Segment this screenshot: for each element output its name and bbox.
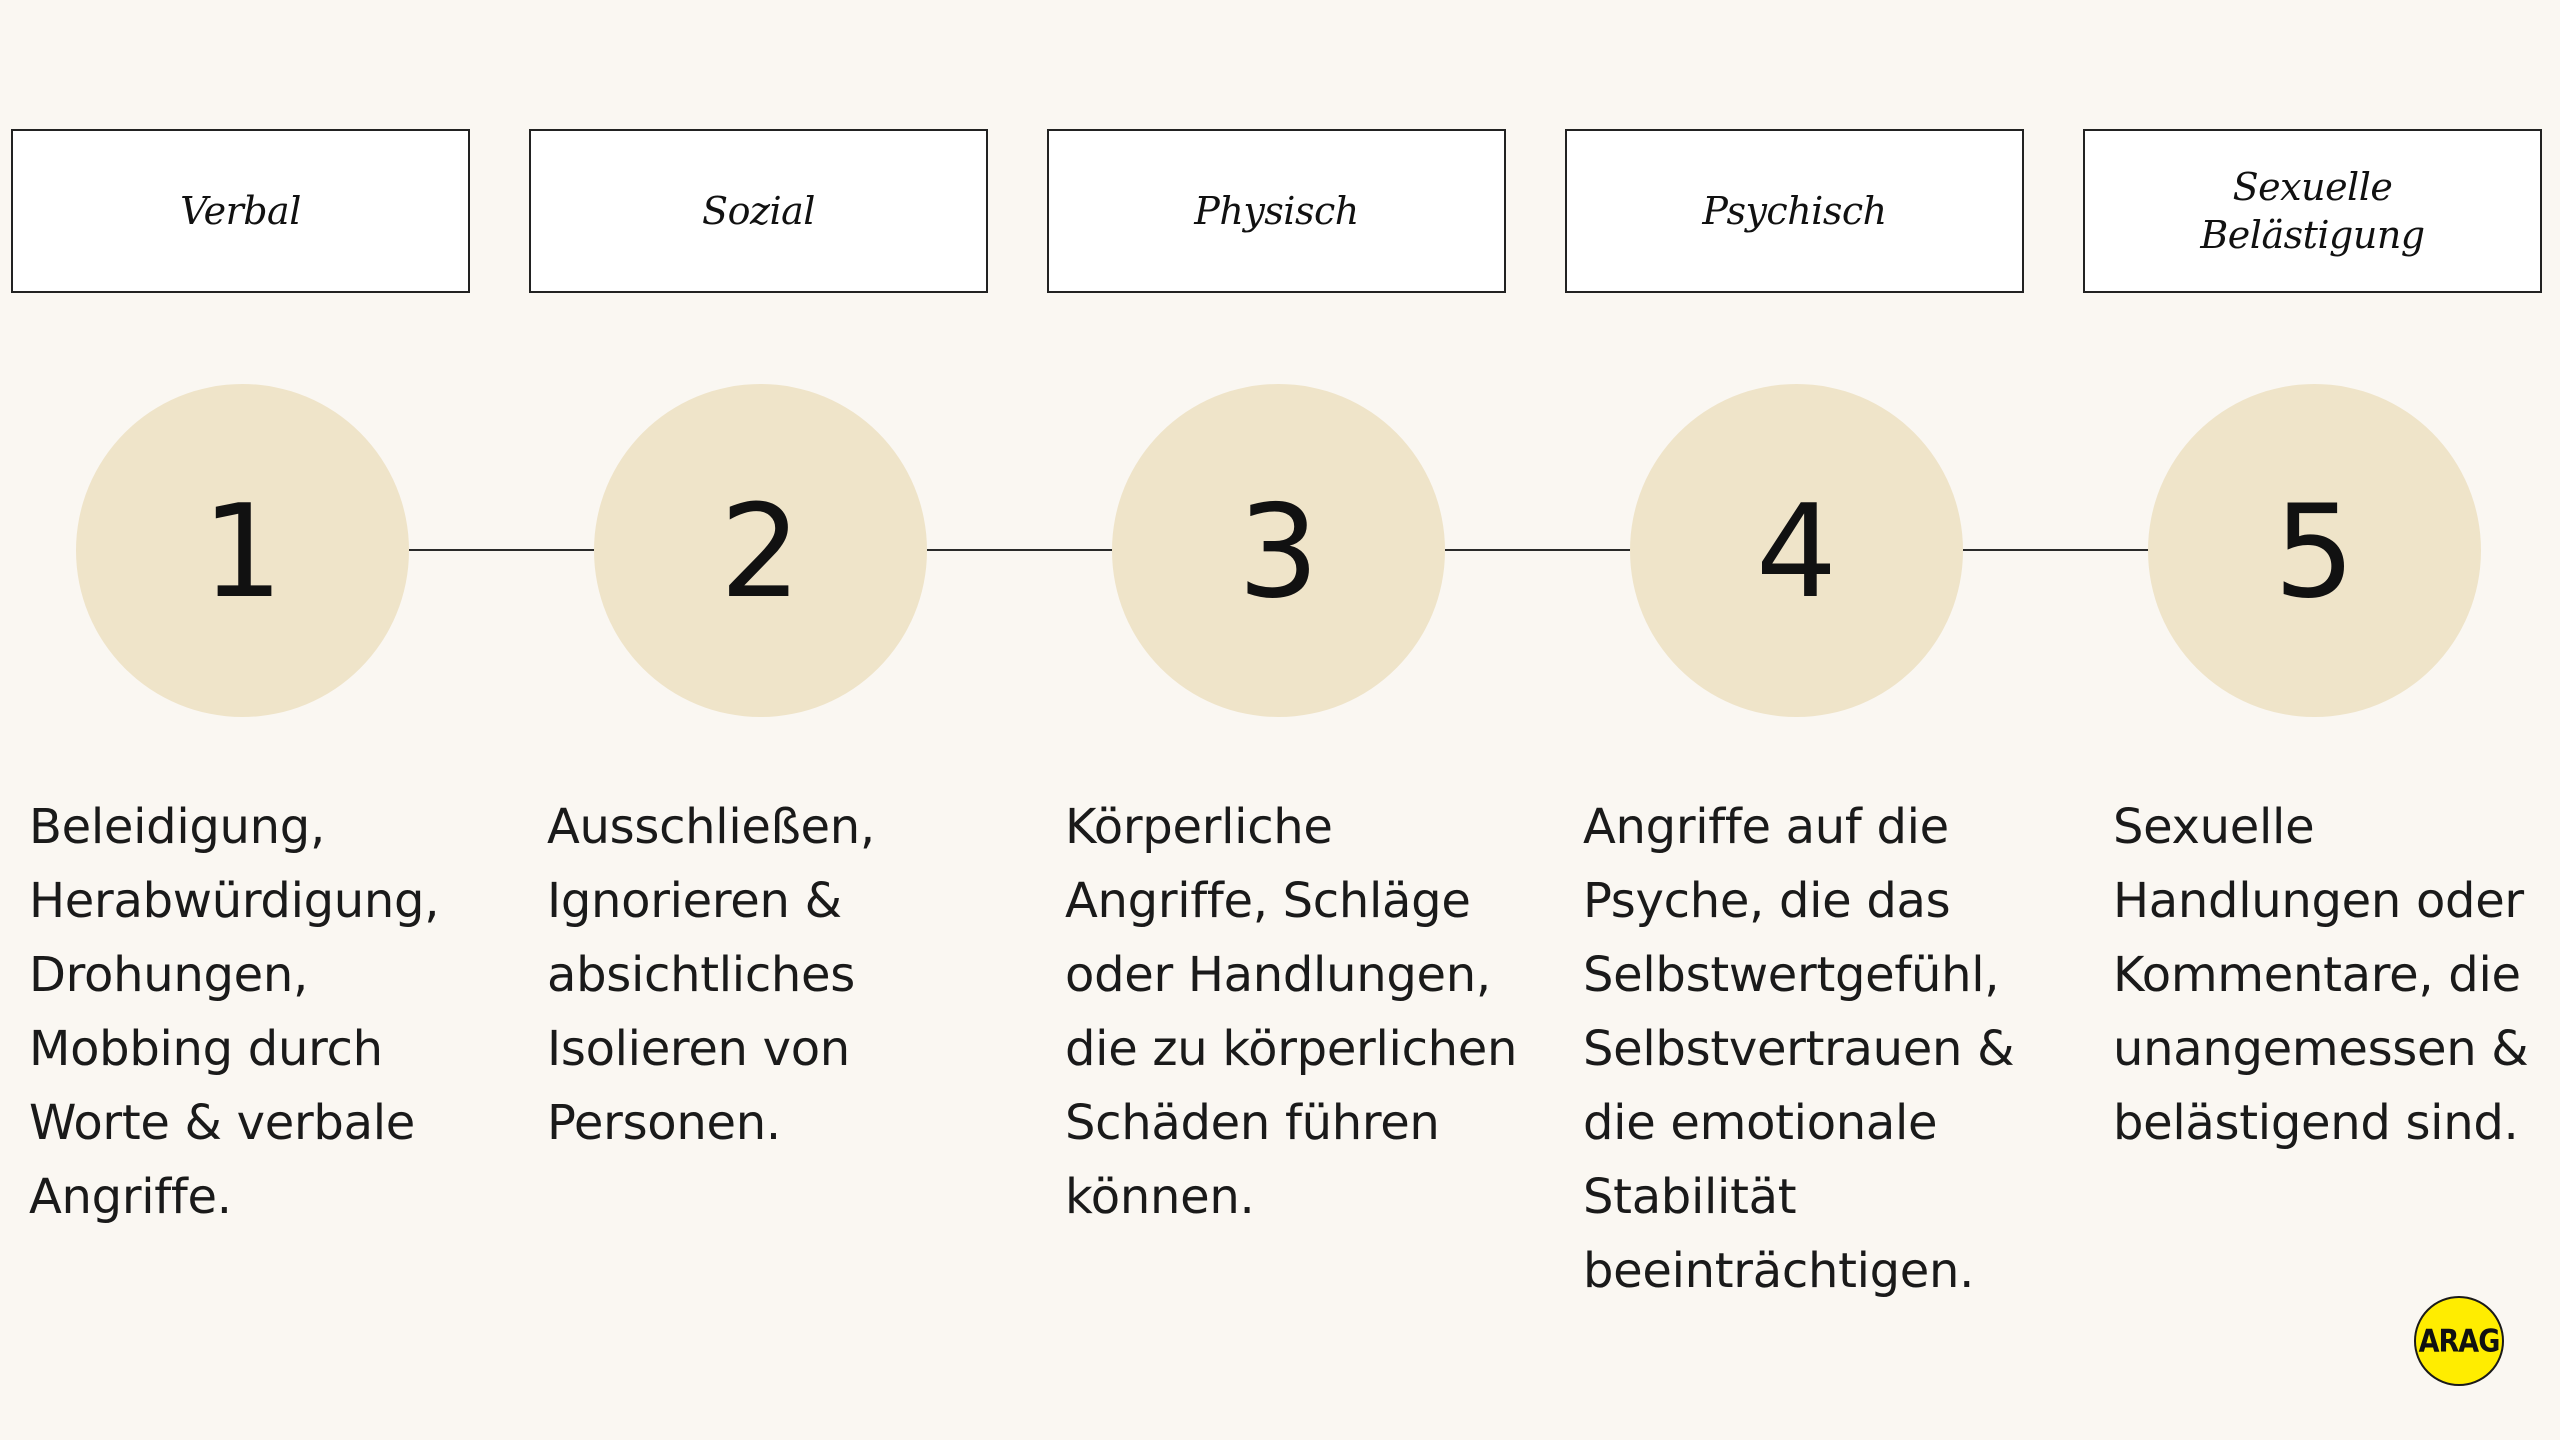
category-box-physisch bbox=[1047, 129, 1506, 293]
category-description-2: Ausschließen, Ignorieren & absichtliches Isolieren von Personen. bbox=[547, 799, 875, 1151]
connector-line bbox=[1445, 549, 1632, 551]
category-box-sozial bbox=[529, 129, 988, 293]
step-number: 5 bbox=[2273, 477, 2356, 627]
step-circle-2 bbox=[594, 384, 927, 717]
step-circle-3 bbox=[1112, 384, 1445, 717]
category-label: Psychisch bbox=[1702, 189, 1887, 233]
category-label: Sozial bbox=[702, 189, 815, 233]
connector-line bbox=[409, 549, 596, 551]
category-description-5: Sexuelle Handlungen oder Kommentare, die unangemessen & belästigend sind. bbox=[2113, 799, 2529, 1151]
category-box-verbal bbox=[11, 129, 470, 293]
category-label: Verbal bbox=[180, 189, 301, 233]
step-number: 3 bbox=[1237, 477, 1320, 627]
category-box-sexuelle-belaestigung bbox=[2083, 129, 2542, 293]
connector-line bbox=[1963, 549, 2150, 551]
category-description-4: Angriffe auf die Psyche, die das Selbstwertgefühl, Selbstvertrauen & die emotionale Stabilität beeinträchtigen. bbox=[1583, 799, 2015, 1299]
arag-logo bbox=[2414, 1296, 2504, 1386]
step-number: 4 bbox=[1755, 477, 1838, 627]
logo-text: ARAG bbox=[2418, 1323, 2500, 1359]
connector-line bbox=[927, 549, 1114, 551]
category-description-1: Beleidigung, Herabwürdigung, Drohungen, Mobbing durch Worte & verbale Angriffe. bbox=[29, 799, 440, 1225]
step-number: 2 bbox=[719, 477, 802, 627]
step-number: 1 bbox=[201, 477, 284, 627]
category-box-psychisch bbox=[1565, 129, 2024, 293]
step-circle-1 bbox=[76, 384, 409, 717]
category-description-3: Körperliche Angriffe, Schläge oder Handlungen, die zu körperlichen Schäden führen können. bbox=[1065, 799, 1518, 1225]
step-circle-4 bbox=[1630, 384, 1963, 717]
category-label: Sexuelle Belästigung bbox=[2200, 165, 2425, 257]
category-label: Physisch bbox=[1194, 189, 1359, 233]
step-circle-5 bbox=[2148, 384, 2481, 717]
